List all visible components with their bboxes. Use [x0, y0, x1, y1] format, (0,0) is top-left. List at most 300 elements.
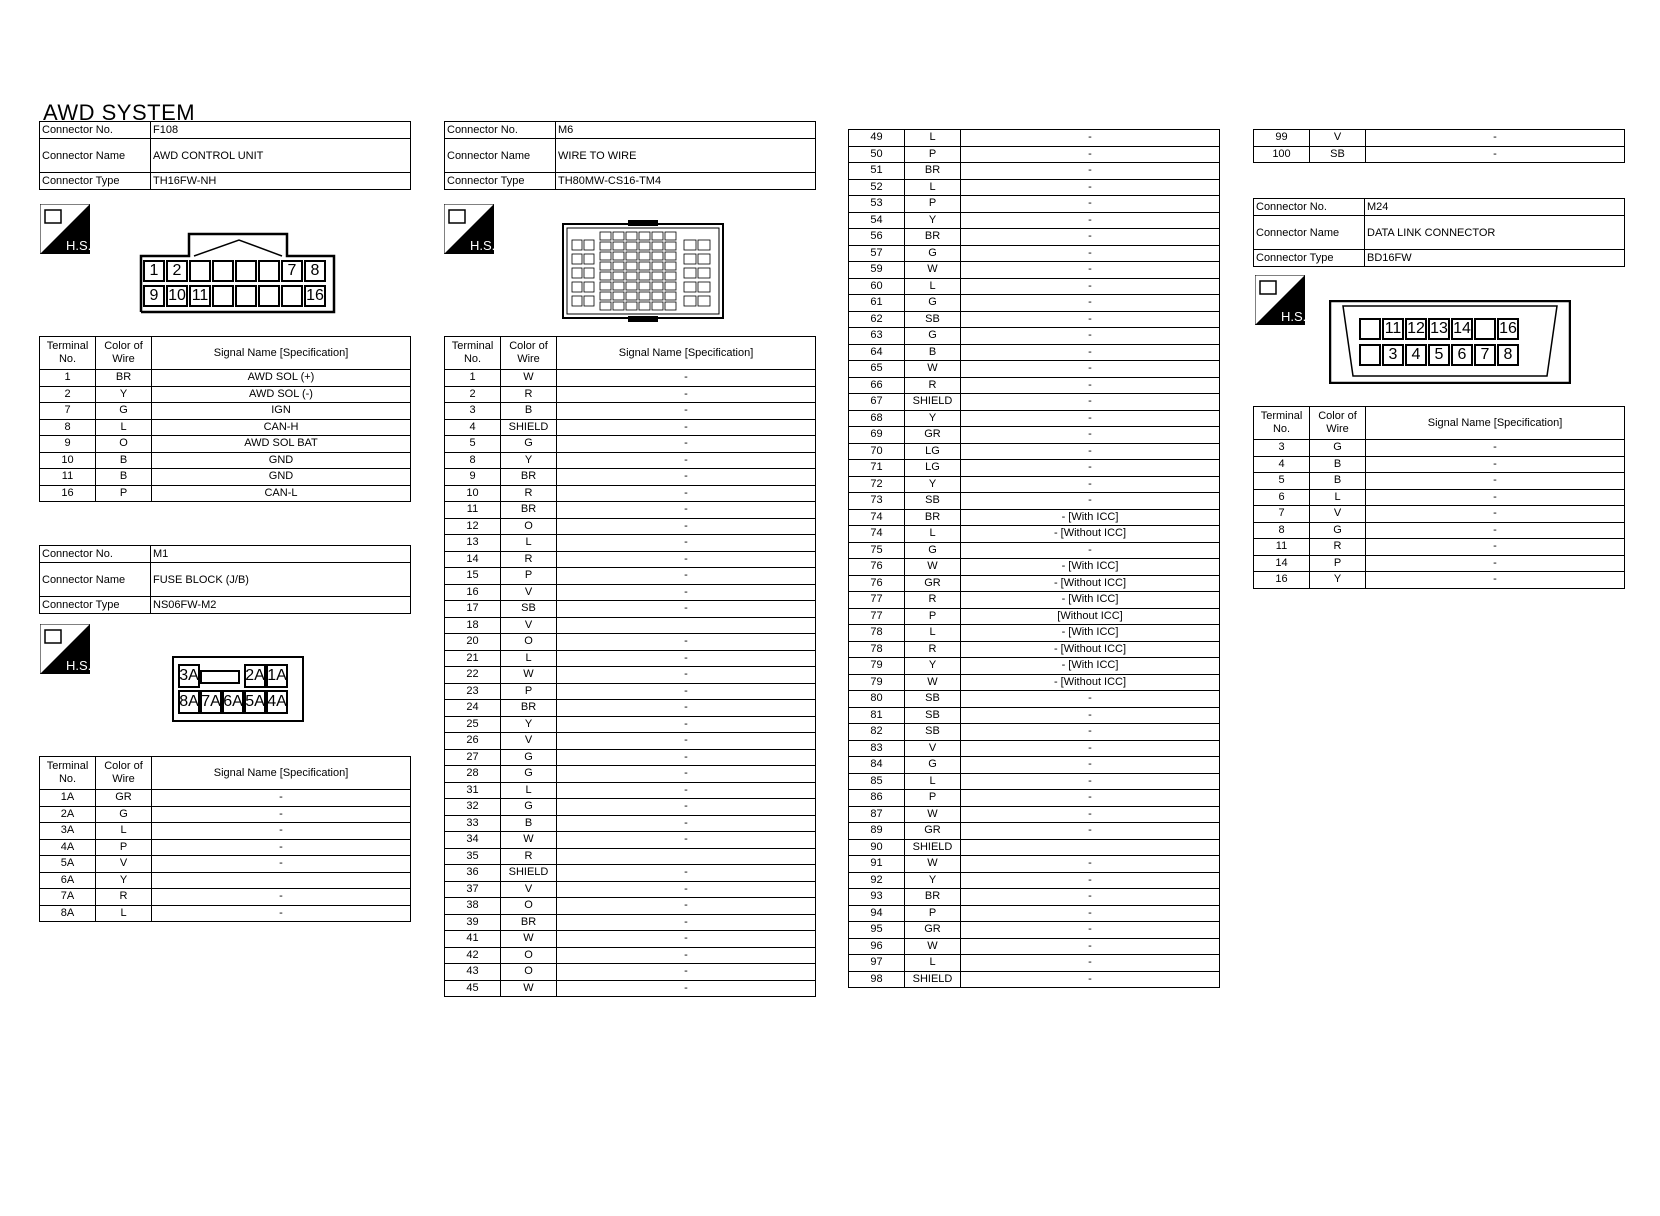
signal-name-cell: AWD SOL BAT [152, 436, 411, 453]
signal-name-cell: - [Without ICC] [961, 674, 1220, 691]
wire-color-cell: G [501, 749, 557, 766]
wire-color-cell: SB [1310, 146, 1366, 163]
table-row [40, 386, 411, 403]
table-row [849, 344, 1220, 361]
table-row [849, 559, 1220, 576]
table-row [849, 278, 1220, 295]
terminal-no-cell: 83 [849, 740, 905, 757]
terminal-no-cell: 80 [849, 691, 905, 708]
table-row [445, 815, 816, 832]
table-row [1254, 456, 1625, 473]
connector-pin [281, 285, 303, 307]
table-row [849, 526, 1220, 543]
terminal-no-cell: 7 [40, 403, 96, 420]
signal-name-cell: - [152, 839, 411, 856]
terminal-no-cell: 52 [849, 179, 905, 196]
terminal-no-cell: 100 [1254, 146, 1310, 163]
table-row [445, 403, 816, 420]
signal-name-cell: - [With ICC] [961, 625, 1220, 642]
connector-no-label: Connector No. [445, 122, 556, 139]
table-row [445, 799, 816, 816]
terminal-no-cell: 36 [445, 865, 501, 882]
table-row [445, 518, 816, 535]
wire-color-cell: W [905, 856, 961, 873]
wire-color-cell: Y [905, 872, 961, 889]
connector-name-label: Connector Name [445, 139, 556, 173]
table-row [849, 394, 1220, 411]
terminal-no-cell: 9 [445, 469, 501, 486]
terminal-no-cell: 86 [849, 790, 905, 807]
signal-name-cell: - [557, 419, 816, 436]
wire-color-cell: Y [1310, 572, 1366, 589]
terminal-no-cell: 8 [1254, 522, 1310, 539]
terminal-no-cell: 79 [849, 674, 905, 691]
signal-name-cell: - [1366, 146, 1625, 163]
signal-name-cell: - [961, 460, 1220, 477]
wire-color-cell: W [501, 832, 557, 849]
table-row [849, 938, 1220, 955]
connector-m24 [1253, 198, 1625, 267]
terminal-no-cell: 8A [40, 905, 96, 922]
wire-color-cell: R [905, 592, 961, 609]
connector-name-value: FUSE BLOCK (J/B) [151, 563, 411, 597]
terminal-no-cell: 76 [849, 575, 905, 592]
table-row [445, 848, 816, 865]
signal-name-cell: - [961, 476, 1220, 493]
wire-color-cell: P [905, 146, 961, 163]
signal-name-cell: - [152, 889, 411, 906]
table-row [849, 212, 1220, 229]
signal-name-header: Signal Name [Specification] [152, 757, 411, 790]
table-row [849, 790, 1220, 807]
pin-table-m24 [1253, 406, 1625, 589]
wire-color-cell: R [905, 641, 961, 658]
table-row [849, 823, 1220, 840]
terminal-no-cell: 7 [1254, 506, 1310, 523]
terminal-no-cell: 70 [849, 443, 905, 460]
signal-name-cell: - [1366, 456, 1625, 473]
signal-name-cell: - [557, 535, 816, 552]
table-row [849, 476, 1220, 493]
wire-color-cell: O [501, 518, 557, 535]
table-row [849, 971, 1220, 988]
connector-type-value: TH80MW-CS16-TM4 [556, 173, 816, 190]
wire-color-cell: BR [905, 229, 961, 246]
wire-color-cell: G [501, 766, 557, 783]
signal-name-cell: - [557, 815, 816, 832]
wire-color-cell: V [501, 617, 557, 634]
wire-color-cell: G [1310, 440, 1366, 457]
terminal-no-cell: 17 [445, 601, 501, 618]
wire-color-cell: BR [501, 700, 557, 717]
connector-pin [1359, 344, 1381, 366]
terminal-no-cell: 54 [849, 212, 905, 229]
table-row [849, 229, 1220, 246]
signal-name-cell: - [152, 806, 411, 823]
terminal-no-cell: 51 [849, 163, 905, 180]
wire-color-cell: W [905, 806, 961, 823]
terminal-no-cell: 75 [849, 542, 905, 559]
table-row [849, 130, 1220, 147]
terminal-no-cell: 11 [1254, 539, 1310, 556]
wire-color-cell: G [905, 542, 961, 559]
signal-name-cell: - [With ICC] [961, 559, 1220, 576]
hs-label: H.S. [470, 238, 494, 253]
connector-pin: 10 [166, 285, 188, 307]
terminal-no-cell: 99 [1254, 130, 1310, 147]
signal-name-cell: - [557, 485, 816, 502]
table-row [849, 724, 1220, 741]
connector-pin: 12 [1405, 318, 1427, 340]
wire-color-cell: L [905, 179, 961, 196]
terminal-no-cell: 4 [445, 419, 501, 436]
signal-name-cell: - [1366, 473, 1625, 490]
wire-color-cell: B [1310, 456, 1366, 473]
table-row [40, 856, 411, 873]
table-row [40, 839, 411, 856]
wire-color-cell: V [501, 584, 557, 601]
wire-color-cell: L [905, 278, 961, 295]
connector-pin: 3 [1382, 344, 1404, 366]
wire-color-cell: R [1310, 539, 1366, 556]
wire-color-cell: L [501, 650, 557, 667]
terminal-no-cell: 10 [445, 485, 501, 502]
signal-name-cell: - [557, 799, 816, 816]
terminal-no-cell: 76 [849, 559, 905, 576]
signal-name-cell: - [961, 410, 1220, 427]
wire-color-cell: G [905, 328, 961, 345]
table-row [849, 839, 1220, 856]
terminal-no-cell: 68 [849, 410, 905, 427]
connector-m6 [444, 121, 816, 190]
table-row [849, 196, 1220, 213]
signal-name-cell: - [961, 542, 1220, 559]
table-row [1254, 489, 1625, 506]
terminal-no-cell: 57 [849, 245, 905, 262]
signal-name-cell: - [961, 922, 1220, 939]
terminal-no-cell: 87 [849, 806, 905, 823]
pin-table-m6-part1 [444, 336, 816, 997]
table-row [445, 947, 816, 964]
table-row [445, 584, 816, 601]
table-row [445, 502, 816, 519]
wire-color-cell: V [1310, 506, 1366, 523]
wire-color-cell: P [905, 608, 961, 625]
connector-pin: 5A [244, 690, 266, 714]
signal-name-cell: - [961, 806, 1220, 823]
signal-name-cell: AWD SOL (+) [152, 370, 411, 387]
terminal-no-cell: 60 [849, 278, 905, 295]
wire-color-cell: P [905, 196, 961, 213]
signal-name-cell: - [557, 881, 816, 898]
terminal-no-cell: 61 [849, 295, 905, 312]
signal-name-cell: - [557, 386, 816, 403]
terminal-no-cell: 93 [849, 889, 905, 906]
connector-type-value: TH16FW-NH [151, 173, 411, 190]
table-row [445, 914, 816, 931]
table-row [849, 740, 1220, 757]
connector-type-value: NS06FW-M2 [151, 597, 411, 614]
wire-color-cell: B [96, 469, 152, 486]
table-row [1254, 572, 1625, 589]
terminal-no-cell: 18 [445, 617, 501, 634]
terminal-no-cell: 64 [849, 344, 905, 361]
connector-pin: 13 [1428, 318, 1450, 340]
connector-pin: 7 [1474, 344, 1496, 366]
connector-pin [212, 285, 234, 307]
signal-name-cell: - [557, 980, 816, 997]
wire-color-cell: R [905, 377, 961, 394]
connector-m1 [39, 545, 411, 614]
wire-color-cell: R [96, 889, 152, 906]
table-row [849, 641, 1220, 658]
table-row [849, 592, 1220, 609]
signal-name-cell: - [961, 196, 1220, 213]
table-row [40, 403, 411, 420]
wire-color-cell: W [905, 361, 961, 378]
table-row [849, 361, 1220, 378]
connector-name-label: Connector Name [40, 563, 151, 597]
terminal-no-cell: 3 [1254, 440, 1310, 457]
connector-pin: 8A [178, 690, 200, 714]
terminal-no-cell: 2 [445, 386, 501, 403]
signal-name-cell: - [557, 947, 816, 964]
wire-color-cell: P [501, 683, 557, 700]
table-row [849, 674, 1220, 691]
pin-table-m6-part3 [1253, 129, 1625, 163]
terminal-no-cell: 23 [445, 683, 501, 700]
table-row [849, 542, 1220, 559]
hs-badge-m1 [40, 624, 90, 679]
signal-name-cell: - [Without ICC] [961, 641, 1220, 658]
signal-name-cell: - [961, 790, 1220, 807]
terminal-no-cell: 45 [445, 980, 501, 997]
wire-color-cell: SHIELD [905, 839, 961, 856]
signal-name-cell: - [557, 766, 816, 783]
table-row [849, 757, 1220, 774]
signal-name-cell: - [557, 700, 816, 717]
table-row [445, 782, 816, 799]
table-row [445, 419, 816, 436]
signal-name-cell: - [961, 691, 1220, 708]
table-row [1254, 146, 1625, 163]
table-row [445, 898, 816, 915]
pin-table-m6-part2 [848, 129, 1220, 988]
wire-color-cell: P [96, 485, 152, 502]
signal-name-cell: - [1366, 555, 1625, 572]
signal-name-header: Signal Name [Specification] [152, 337, 411, 370]
wire-color-cell: G [96, 403, 152, 420]
terminal-no-cell: 1 [445, 370, 501, 387]
wire-color-cell: Y [905, 212, 961, 229]
terminal-no-cell: 97 [849, 955, 905, 972]
terminal-no-cell: 85 [849, 773, 905, 790]
table-row [40, 823, 411, 840]
terminal-no-cell: 8 [40, 419, 96, 436]
table-row [1254, 473, 1625, 490]
signal-name-cell: - [557, 469, 816, 486]
signal-name-cell: - [961, 179, 1220, 196]
terminal-no-cell: 53 [849, 196, 905, 213]
connector-pin: 11 [1382, 318, 1404, 340]
table-row [445, 452, 816, 469]
table-row [849, 889, 1220, 906]
hs-label: H.S. [66, 658, 90, 673]
terminal-no-cell: 12 [445, 518, 501, 535]
terminal-no-cell: 16 [1254, 572, 1310, 589]
terminal-no-cell: 2A [40, 806, 96, 823]
terminal-no-cell: 42 [445, 947, 501, 964]
wire-color-cell: L [501, 782, 557, 799]
terminal-no-cell: 35 [445, 848, 501, 865]
signal-name-cell [557, 617, 816, 634]
signal-name-cell: - [961, 295, 1220, 312]
wire-color-cell: O [501, 898, 557, 915]
terminal-no-cell: 25 [445, 716, 501, 733]
wire-color-cell: G [905, 245, 961, 262]
signal-name-cell: - [961, 229, 1220, 246]
signal-name-cell: GND [152, 469, 411, 486]
signal-name-cell: - [961, 130, 1220, 147]
wire-color-cell: P [501, 568, 557, 585]
terminal-no-cell: 91 [849, 856, 905, 873]
terminal-no-cell: 7A [40, 889, 96, 906]
signal-name-header: Signal Name [Specification] [557, 337, 816, 370]
connector-pin [189, 260, 211, 282]
signal-name-cell: - [557, 601, 816, 618]
terminal-no-cell: 6A [40, 872, 96, 889]
signal-name-cell: - [961, 146, 1220, 163]
wire-color-cell: GR [96, 790, 152, 807]
wire-color-cell: L [501, 535, 557, 552]
wire-color-cell: G [905, 757, 961, 774]
terminal-no-cell: 63 [849, 328, 905, 345]
page-title: AWD SYSTEM [43, 100, 196, 125]
wire-color-cell: BR [905, 163, 961, 180]
connector-pin [235, 260, 257, 282]
table-row [445, 436, 816, 453]
terminal-no-cell: 16 [40, 485, 96, 502]
terminal-no-cell: 21 [445, 650, 501, 667]
table-row [849, 509, 1220, 526]
wire-color-cell: L [905, 130, 961, 147]
signal-name-cell: - [557, 370, 816, 387]
terminal-no-cell: 39 [445, 914, 501, 931]
wire-color-cell: R [501, 386, 557, 403]
signal-name-cell: - [1366, 522, 1625, 539]
terminal-no-cell: 38 [445, 898, 501, 915]
signal-name-header: Signal Name [Specification] [1366, 407, 1625, 440]
wire-color-cell: L [905, 955, 961, 972]
terminal-no-cell: 20 [445, 634, 501, 651]
table-row [849, 410, 1220, 427]
color-of-wire-header: Color of Wire [96, 757, 152, 790]
connector-diagram-m24 [1329, 300, 1571, 384]
terminal-no-cell: 14 [1254, 555, 1310, 572]
terminal-no-cell: 3 [445, 403, 501, 420]
wire-color-cell: W [905, 674, 961, 691]
signal-name-cell: - [557, 749, 816, 766]
terminal-no-cell: 90 [849, 839, 905, 856]
wire-color-cell: Y [905, 658, 961, 675]
wire-color-cell: G [1310, 522, 1366, 539]
wire-color-cell: BR [905, 509, 961, 526]
connector-pin: 16 [304, 285, 326, 307]
wire-color-cell: BR [501, 914, 557, 931]
signal-name-cell: - [557, 964, 816, 981]
hs-badge-f108 [40, 204, 90, 259]
terminal-no-cell: 78 [849, 625, 905, 642]
wire-color-cell: W [905, 262, 961, 279]
table-row [40, 905, 411, 922]
connector-pin [1359, 318, 1381, 340]
signal-name-cell: - [961, 889, 1220, 906]
table-row [445, 634, 816, 651]
connector-no-label: Connector No. [40, 546, 151, 563]
connector-no-value: M1 [151, 546, 411, 563]
terminal-no-cell: 73 [849, 493, 905, 510]
signal-name-cell: - [557, 931, 816, 948]
signal-name-cell: - [557, 716, 816, 733]
connector-pin [1474, 318, 1496, 340]
table-row [40, 872, 411, 889]
terminal-no-cell: 72 [849, 476, 905, 493]
table-row [40, 806, 411, 823]
signal-name-cell: [Without ICC] [961, 608, 1220, 625]
signal-name-cell: CAN-L [152, 485, 411, 502]
wire-color-cell: SHIELD [501, 865, 557, 882]
signal-name-cell: - [961, 311, 1220, 328]
signal-name-cell: - [557, 865, 816, 882]
terminal-no-header: Terminal No. [1254, 407, 1310, 440]
terminal-no-cell: 8 [445, 452, 501, 469]
wire-color-cell: R [501, 551, 557, 568]
terminal-no-cell: 43 [445, 964, 501, 981]
signal-name-cell: - [961, 245, 1220, 262]
table-row [849, 427, 1220, 444]
table-row [849, 905, 1220, 922]
signal-name-cell: - [557, 683, 816, 700]
connector-type-value: BD16FW [1365, 250, 1625, 267]
signal-name-cell: IGN [152, 403, 411, 420]
wire-color-cell: G [501, 799, 557, 816]
terminal-no-cell: 3A [40, 823, 96, 840]
terminal-no-cell: 62 [849, 311, 905, 328]
terminal-no-cell: 59 [849, 262, 905, 279]
signal-name-cell: - [557, 667, 816, 684]
signal-name-cell: - [152, 905, 411, 922]
connector-type-label: Connector Type [40, 597, 151, 614]
connector-pin: 8 [304, 260, 326, 282]
terminal-no-cell: 89 [849, 823, 905, 840]
table-row [445, 568, 816, 585]
wire-color-cell: W [501, 667, 557, 684]
table-row [445, 700, 816, 717]
terminal-no-cell: 15 [445, 568, 501, 585]
table-row [445, 469, 816, 486]
terminal-no-cell: 96 [849, 938, 905, 955]
terminal-no-cell: 5 [1254, 473, 1310, 490]
signal-name-cell: AWD SOL (-) [152, 386, 411, 403]
terminal-no-cell: 28 [445, 766, 501, 783]
table-row [849, 625, 1220, 642]
signal-name-cell: - [961, 163, 1220, 180]
table-row [445, 716, 816, 733]
terminal-no-cell: 79 [849, 658, 905, 675]
signal-name-cell: - [961, 740, 1220, 757]
table-row [40, 452, 411, 469]
table-row [445, 535, 816, 552]
